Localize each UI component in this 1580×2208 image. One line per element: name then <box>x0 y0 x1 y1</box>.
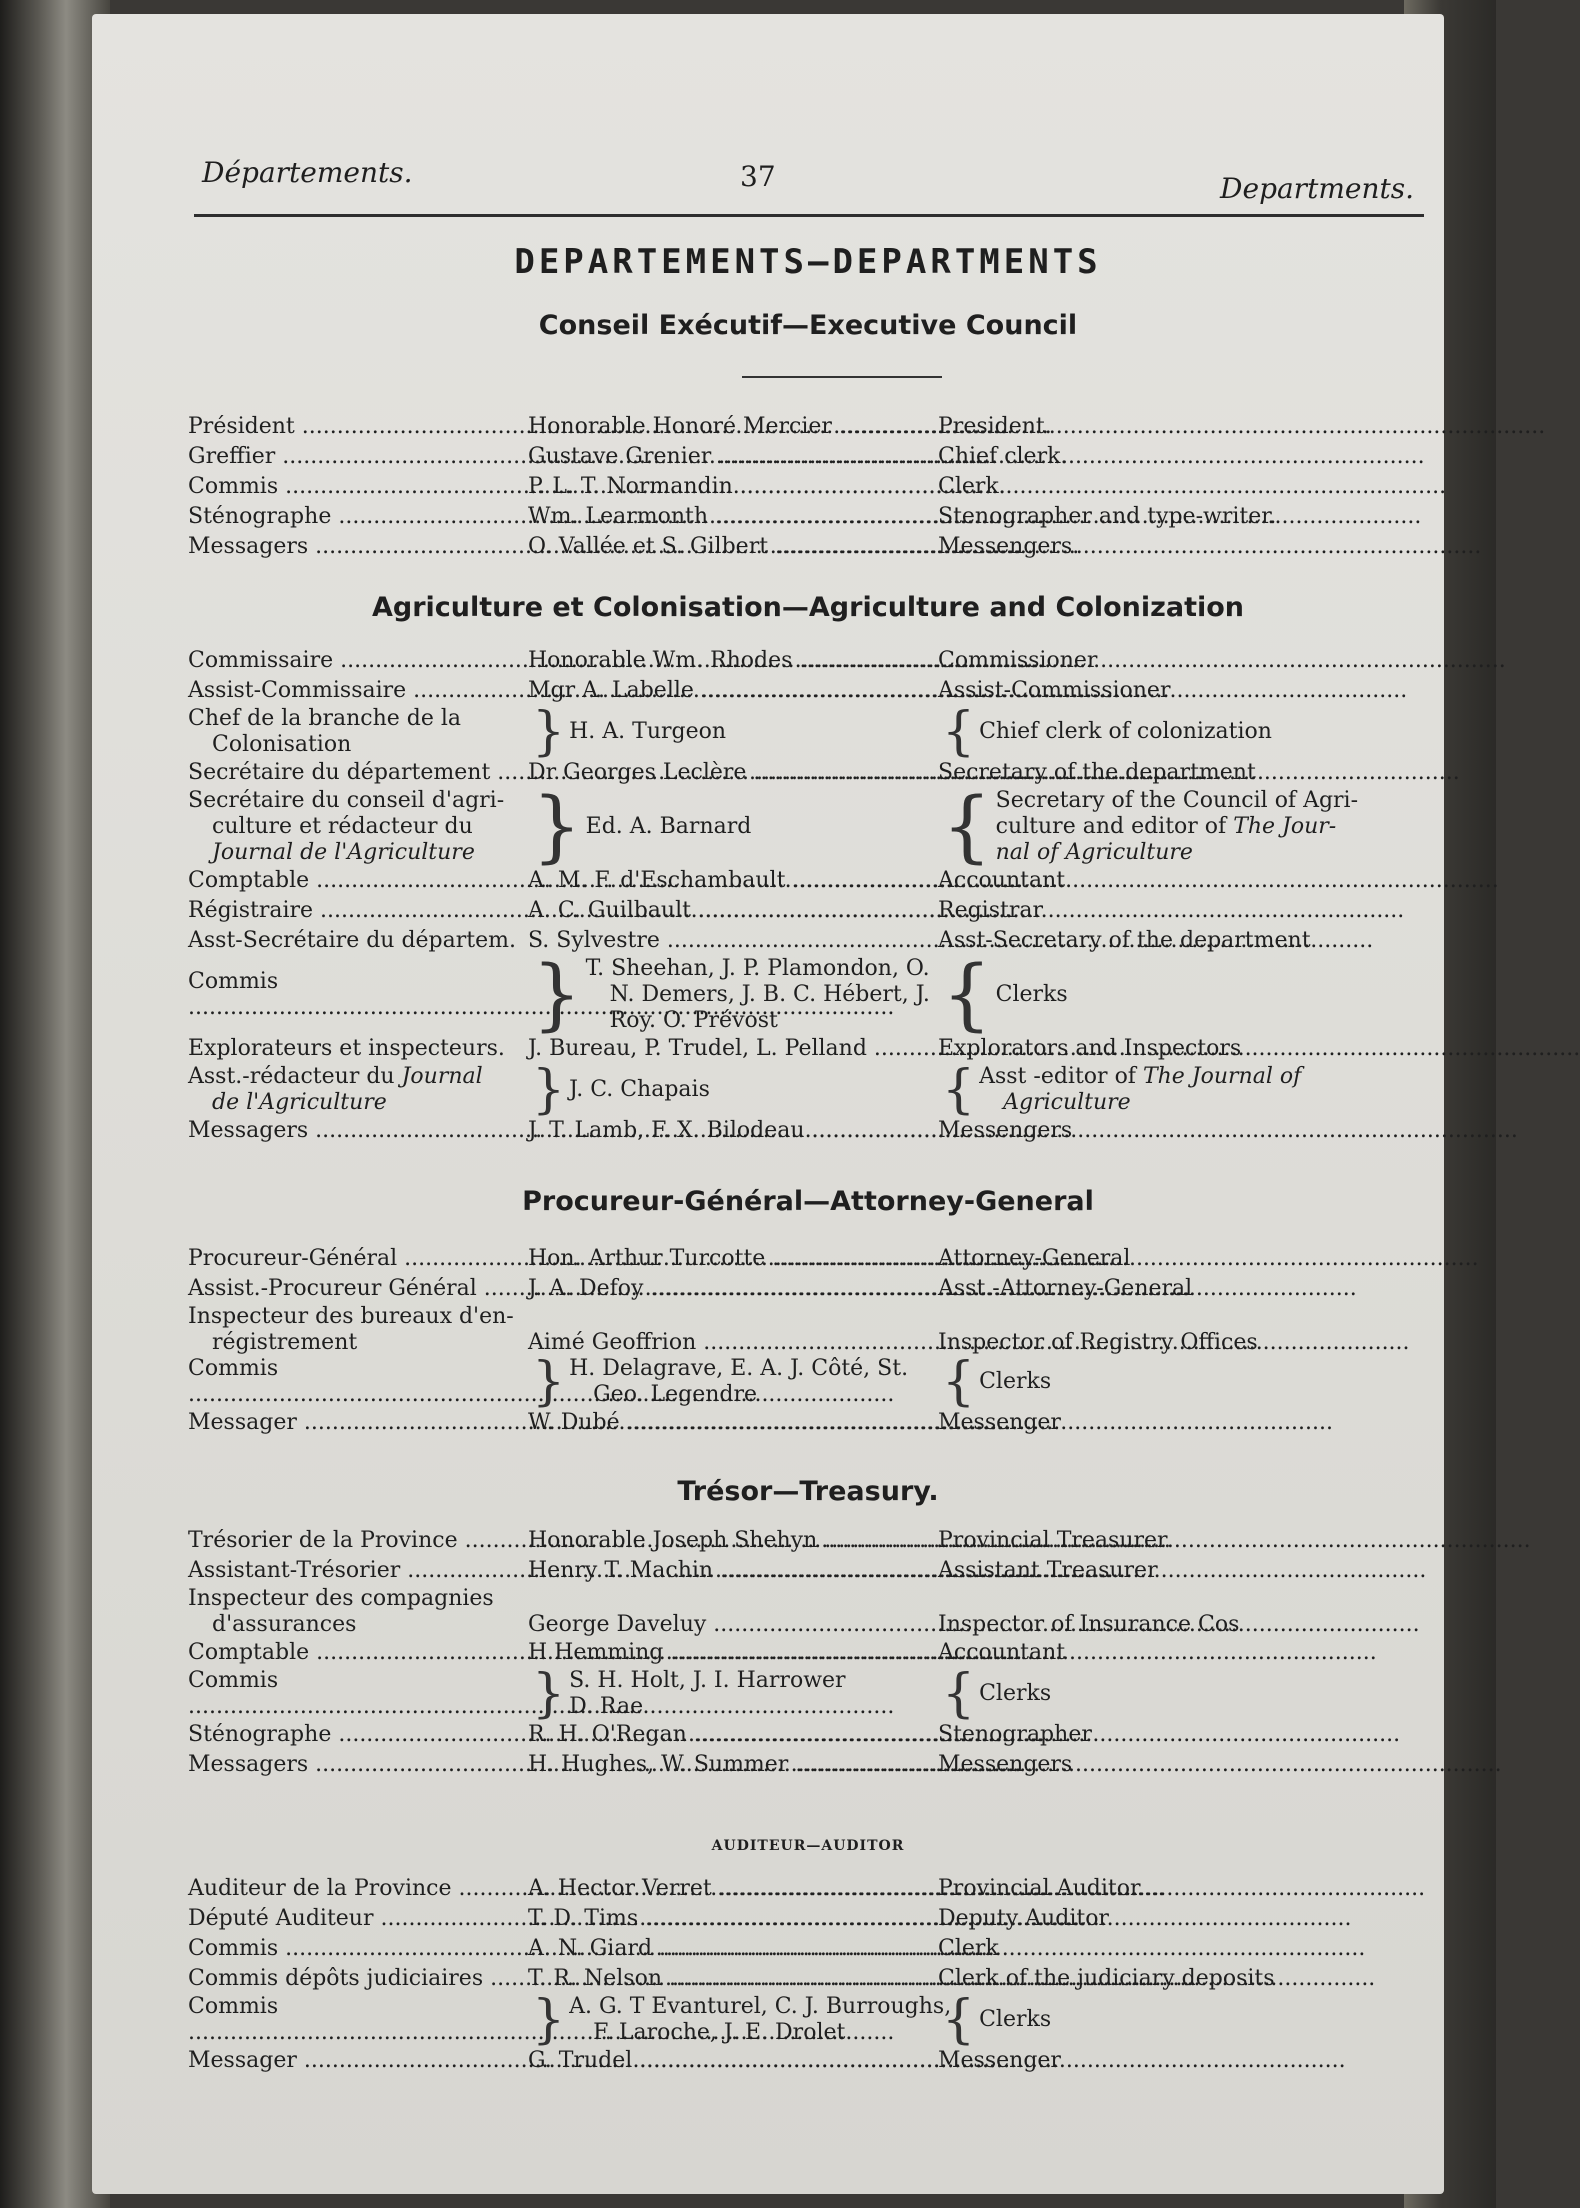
person-name: Mgr A. Labelle ..... <box>528 678 938 704</box>
person-name: Gustave Grenier ..... <box>528 444 938 470</box>
english-title: Explorators and Inspectors <box>938 1036 1242 1061</box>
english-title: Clerk. <box>938 474 1006 499</box>
person-name: H Hemming ..... <box>528 1640 938 1666</box>
brace: { <box>942 702 976 762</box>
english-title: Provincial Treasurer <box>938 1528 1168 1553</box>
french-title: Asst.-rédacteur du Journal de l'Agriculture <box>188 1064 483 1115</box>
english-title: Registrar <box>938 898 1043 923</box>
french-title: Député Auditeur ..... <box>188 1906 528 1932</box>
person-name: T. D. Tims ..... <box>528 1906 938 1932</box>
brace: } <box>532 1990 566 2050</box>
english-title: Deputy Auditor <box>938 1906 1109 1931</box>
french-title: Messagers ..... <box>188 1118 528 1144</box>
english-title: Asst-Secretary of the department <box>938 928 1311 953</box>
english-title: Clerks <box>979 2007 1052 2032</box>
list-item <box>188 1874 1428 1904</box>
person-name: A. M. F. d'Eschambault ..... <box>528 868 938 894</box>
french-title: Commis dépôts judiciaires ..... <box>188 1966 528 1992</box>
list-item <box>188 412 1428 442</box>
list-item <box>188 950 1428 1040</box>
list-item <box>188 676 1428 706</box>
french-title: Messagers ..... <box>188 534 528 560</box>
person-names: A. G. T Evanturel, C. J. Burroughs, F. Laroche, J. E. Drolet <box>569 1994 952 2045</box>
person-name: H. Hughes, W. Summer ..... <box>528 1752 938 1778</box>
english-title: Asst.-Attorney-General <box>938 1276 1193 1301</box>
person-name: A. N. Giard ..... <box>528 1936 938 1962</box>
list-item <box>188 926 1428 956</box>
french-title: Explorateurs et inspecteurs. <box>188 1036 505 1061</box>
brace: } <box>532 1060 566 1120</box>
person-name: Honorable Honoré Mercier ..... <box>528 414 938 440</box>
list-item <box>188 1116 1428 1146</box>
agriculture-list <box>188 646 1428 1146</box>
list-item <box>188 1060 1428 1120</box>
list-item <box>188 1638 1428 1668</box>
list-item <box>188 532 1428 562</box>
running-head-left: Départements. <box>202 156 413 189</box>
list-item <box>188 2046 1428 2076</box>
person-name: Hon. Arthur Turcotte ..... <box>528 1246 938 1272</box>
english-title: Accountant <box>938 868 1066 893</box>
french-title: Secrétaire du conseil d'agri- culture et rédacteur du Journal de l'Agriculture <box>188 788 505 865</box>
list-item <box>188 1990 1428 2050</box>
list-item <box>188 866 1428 896</box>
french-title: Auditeur de la Province ..... <box>188 1876 528 1902</box>
list-item <box>188 782 1428 872</box>
person-name: A. C. Guilbault ..... <box>528 898 938 924</box>
person-name: H. A. Turgeon <box>569 719 727 744</box>
list-item <box>188 1664 1428 1724</box>
french-title: Inspecteur des compagnies d'assurances <box>188 1586 494 1637</box>
list-item <box>188 1964 1428 1994</box>
french-title: Commis ..... <box>188 1994 528 2046</box>
french-title: Assist-Commissaire ..... <box>188 678 528 704</box>
person-name: R. H. O'Regan ..... <box>528 1722 938 1748</box>
list-item <box>188 1034 1428 1064</box>
list-item <box>188 1274 1428 1304</box>
list-item <box>188 1408 1428 1438</box>
person-name: George Daveluy ..... <box>528 1612 938 1638</box>
list-item <box>188 1750 1428 1780</box>
english-title: Stenographer and type-writer. <box>938 504 1277 529</box>
french-title: Comptable ..... <box>188 1640 528 1666</box>
person-name: J. Bureau, P. Trudel, L. Pelland ..... <box>528 1036 938 1062</box>
list-item <box>188 472 1428 502</box>
list-item <box>188 442 1428 472</box>
person-name: Aimé Geoffrion ..... <box>528 1330 938 1356</box>
brace: } <box>532 782 582 872</box>
person-name: J. A. Defoy ..... <box>528 1276 938 1302</box>
list-item <box>188 896 1428 926</box>
section-title-treasury: Trésor—Treasury. <box>677 1476 939 1507</box>
english-title: Commissioner <box>938 648 1098 673</box>
person-name: P. L. T. Normandin ..... <box>528 474 938 500</box>
list-item <box>188 1934 1428 1964</box>
person-name: G. Trudel ..... <box>528 2048 938 2074</box>
french-title: Assist.-Procureur Général ..... <box>188 1276 528 1302</box>
english-title: Accountant <box>938 1640 1066 1665</box>
english-title: Clerk <box>938 1936 999 1961</box>
person-name: S. Sylvestre ..... <box>528 928 938 954</box>
french-title: Sténographe ..... <box>188 504 528 530</box>
english-title: Messengers. <box>938 534 1080 559</box>
french-title: Sténographe ..... <box>188 1722 528 1748</box>
brace: } <box>532 1352 566 1412</box>
person-name: Dr Georges Leclère ..... <box>528 760 938 786</box>
english-title: Attorney-General <box>938 1246 1131 1271</box>
english-title: Asst -editor of The Journal of Agriculture <box>979 1064 1302 1115</box>
section-title-attorney: Procureur-Général—Attorney-General <box>522 1186 1094 1217</box>
running-head-right: Departments. <box>1220 172 1414 205</box>
person-name: J. C. Chapais <box>569 1077 710 1102</box>
section-title-agriculture: Agriculture et Colonisation—Agriculture and Colonization <box>371 592 1245 623</box>
page-title: DEPARTEMENTS—DEPARTMENTS <box>514 242 1102 282</box>
person-name: Henry T. Machin ..... <box>528 1558 938 1584</box>
french-title: Président ..... <box>188 414 528 440</box>
brace: { <box>942 1664 976 1724</box>
french-title: Messagers ..... <box>188 1752 528 1778</box>
person-name: J. T. Lamb, F. X. Bilodeau ..... <box>528 1118 938 1144</box>
list-item <box>188 1586 1428 1638</box>
person-name: T. R. Nelson ..... <box>528 1966 938 1992</box>
brace: { <box>942 1060 976 1120</box>
english-title: Inspector of Registry Offices <box>938 1330 1258 1355</box>
list-item <box>188 1304 1428 1356</box>
french-title: Commissaire ..... <box>188 648 528 674</box>
attorney-list <box>188 1244 1428 1438</box>
french-title: Trésorier de la Province ..... <box>188 1528 528 1554</box>
brace: { <box>942 782 992 872</box>
french-title: Assistant-Trésorier ..... <box>188 1558 528 1584</box>
english-title: Messenger <box>938 2048 1061 2073</box>
english-title: Assist-Commissioner <box>938 678 1171 703</box>
french-title: Secrétaire du département ..... <box>188 760 528 786</box>
person-names: T. Sheehan, J. P. Plamondon, O. N. Demers, J. B. C. Hébert, J. Roy. O. Prévost <box>585 956 930 1033</box>
list-item <box>188 1556 1428 1586</box>
section-rule <box>742 376 942 378</box>
english-title: Stenographer <box>938 1722 1092 1747</box>
book-page <box>92 14 1444 2194</box>
french-title: Messager ..... <box>188 1410 528 1436</box>
person-name: W. Dubé ..... <box>528 1410 938 1436</box>
english-title: Assistant Treasurer <box>938 1558 1158 1583</box>
english-title: Clerks <box>995 982 1068 1007</box>
list-item <box>188 1720 1428 1750</box>
treasury-list <box>188 1526 1428 1780</box>
french-title: Asst-Secrétaire du départem. <box>188 928 516 953</box>
french-title: Commis ..... <box>188 474 528 500</box>
english-title: Chief clerk of colonization <box>979 719 1272 744</box>
english-title: Messenger <box>938 1410 1061 1435</box>
english-title: Secretary of the Council of Agri- culture and editor of The Jour- nal of Agriculture <box>995 788 1359 865</box>
french-title: Régistraire ..... <box>188 898 528 924</box>
french-title: Commis ..... <box>188 969 528 1021</box>
english-title: Messengers <box>938 1752 1073 1777</box>
person-names: S. H. Holt, J. I. Harrower D. Rae <box>569 1668 846 1719</box>
english-title: Clerk of the judiciary deposits <box>938 1966 1275 1991</box>
english-title: Provincial Auditor <box>938 1876 1141 1901</box>
executive-list <box>188 412 1428 562</box>
english-title: Chief clerk. <box>938 444 1068 469</box>
person-name: Honorable Joseph Shehyn ..... <box>528 1528 938 1554</box>
french-title: Commis ..... <box>188 1668 528 1720</box>
person-name: O. Vallée et S. Gilbert ..... <box>528 534 938 560</box>
person-name: Wm. Learmonth ..... <box>528 504 938 530</box>
brace: } <box>532 1664 566 1724</box>
brace: { <box>942 950 992 1040</box>
list-item <box>188 646 1428 676</box>
french-title: Greffier ..... <box>188 444 528 470</box>
running-head <box>188 146 1428 206</box>
brace: { <box>942 1990 976 2050</box>
page-number: 37 <box>740 160 776 193</box>
person-names: H. Delagrave, E. A. J. Côté, St. Geo. Legendre <box>569 1356 909 1407</box>
english-title: Messengers <box>938 1118 1073 1143</box>
english-title: Clerks <box>979 1369 1052 1394</box>
french-title: Chef de la branche de la Colonisation <box>188 706 462 757</box>
list-item <box>188 502 1428 532</box>
english-title: Clerks <box>979 1681 1052 1706</box>
list-item <box>188 1904 1428 1934</box>
list-item <box>188 758 1428 788</box>
brace: } <box>532 702 566 762</box>
french-title: Messager ..... <box>188 2048 528 2074</box>
section-title-executive: Conseil Exécutif—Executive Council <box>538 310 1078 341</box>
french-title: Procureur-Général ..... <box>188 1246 528 1272</box>
brace: } <box>532 950 582 1040</box>
auditor-list <box>188 1874 1428 2076</box>
french-title: Inspecteur des bureaux d'en- régistrement <box>188 1304 514 1355</box>
list-item <box>188 1526 1428 1556</box>
list-item <box>188 1352 1428 1412</box>
brace: { <box>942 1352 976 1412</box>
english-title: President. <box>938 414 1052 439</box>
english-title: Secretary of the department <box>938 760 1256 785</box>
person-name: A. Hector Verret ..... <box>528 1876 938 1902</box>
english-title: Inspector of Insurance Cos <box>938 1612 1240 1637</box>
french-title: Comptable ..... <box>188 868 528 894</box>
section-title-auditor: AUDITEUR—AUDITOR <box>711 1838 905 1854</box>
header-rule <box>194 214 1424 217</box>
list-item <box>188 1244 1428 1274</box>
person-name: Honorable Wm. Rhodes ..... <box>528 648 938 674</box>
list-item <box>188 702 1428 762</box>
french-title: Commis ..... <box>188 1936 528 1962</box>
person-name: Ed. A. Barnard <box>585 814 752 839</box>
french-title: Commis ..... <box>188 1356 528 1408</box>
